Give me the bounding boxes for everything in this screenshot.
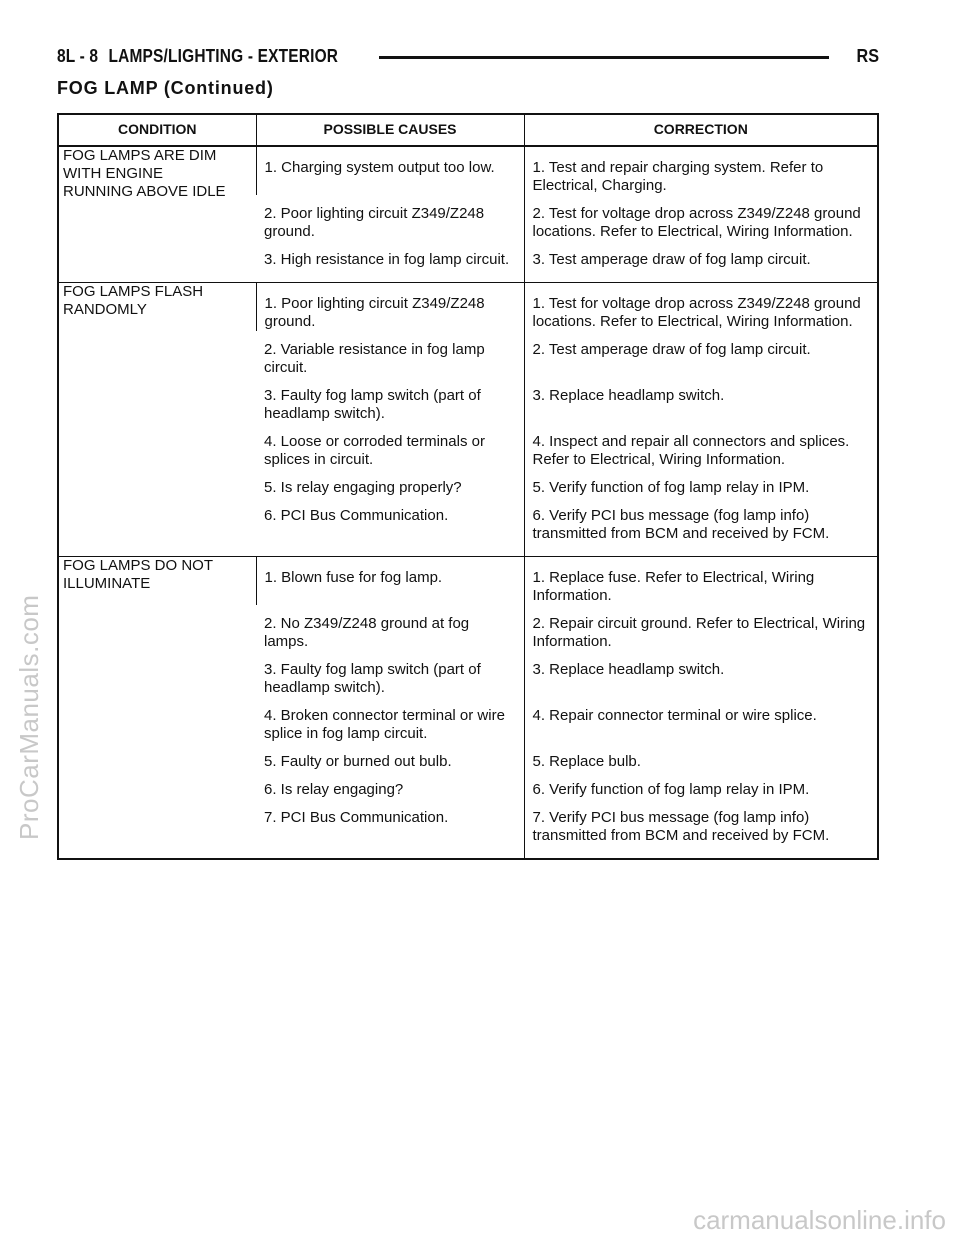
column-header-correction: CORRECTION [524, 114, 878, 146]
model-code: RS [856, 46, 879, 66]
cause-cell: 3. Faulty fog lamp switch (part of headlamp switch). [264, 387, 481, 422]
condition-line: FOG LAMPS ARE DIM [63, 147, 217, 164]
bottom-watermark: carmanualsonline.info [693, 1205, 946, 1235]
table-body [58, 146, 878, 859]
correction-cell: 7. Verify PCI bus message (fog lamp info) transmitted from BCM and received by FCM. [524, 799, 878, 859]
cause-cell: 7. PCI Bus Communication. [264, 809, 449, 826]
correction-cell: 6. Verify PCI bus message (fog lamp info) transmitted from BCM and received by FCM. [524, 497, 878, 557]
correction-cell: 3. Replace headlamp switch. [524, 377, 878, 423]
correction-cell: 4. Repair connector terminal or wire splice. [524, 697, 878, 743]
header-rule [379, 56, 829, 59]
section-code: 8L - 8 [57, 46, 99, 66]
correction-cell: 1. Test for voltage drop across Z349/Z248 ground locations. Refer to Electrical, Wiring Information. [524, 283, 878, 332]
page-header [57, 44, 879, 74]
cause-cell: 6. PCI Bus Communication. [264, 507, 449, 524]
cause-cell: 2. Poor lighting circuit Z349/Z248 ground. [264, 205, 485, 240]
correction-cell: 1. Test and repair charging system. Refer to Electrical, Charging. [524, 146, 878, 195]
cause-cell: 1. Poor lighting circuit Z349/Z248 ground. [256, 283, 524, 332]
condition-cell [58, 283, 256, 557]
section-heading [57, 46, 338, 67]
cause-cell: 2. Variable resistance in fog lamp circuit. [264, 341, 485, 376]
cause-cell: 5. Faulty or burned out bulb. [264, 753, 452, 770]
condition-line: ILLUMINATE [63, 575, 151, 592]
correction-cell: 3. Test amperage draw of fog lamp circuit. [524, 241, 878, 283]
correction-cell: 2. Test amperage draw of fog lamp circuit. [524, 331, 878, 377]
correction-cell: 2. Repair circuit ground. Refer to Electrical, Wiring Information. [524, 605, 878, 651]
cause-cell: 1. Blown fuse for fog lamp. [256, 557, 524, 606]
section-name: LAMPS/LIGHTING - EXTERIOR [108, 46, 339, 66]
column-header-condition: CONDITION [58, 114, 256, 146]
cause-cell: 3. Faulty fog lamp switch (part of headlamp switch). [264, 661, 481, 696]
cause-cell: 3. High resistance in fog lamp circuit. [264, 251, 510, 268]
correction-cell: 1. Replace fuse. Refer to Electrical, Wiring Information. [524, 557, 878, 606]
side-watermark: ProCarManuals.com [14, 594, 44, 840]
table-header-row [58, 114, 878, 146]
cause-cell: 2. No Z349/Z248 ground at fog lamps. [264, 615, 470, 650]
correction-cell: 3. Replace headlamp switch. [524, 651, 878, 697]
correction-cell: 6. Verify function of fog lamp relay in IPM. [524, 771, 878, 799]
condition-line: FOG LAMPS DO NOT [63, 557, 214, 574]
table-row [58, 557, 878, 606]
condition-cell [58, 146, 256, 283]
cause-cell: 6. Is relay engaging? [264, 781, 404, 798]
condition-line: RANDOMLY [63, 301, 147, 318]
condition-line: RUNNING ABOVE IDLE [63, 183, 226, 200]
correction-cell: 5. Replace bulb. [524, 743, 878, 771]
cause-cell: 5. Is relay engaging properly? [264, 479, 462, 496]
condition-line: FOG LAMPS FLASH [63, 283, 204, 300]
condition-line: WITH ENGINE [63, 165, 163, 182]
correction-cell: 2. Test for voltage drop across Z349/Z248 ground locations. Refer to Electrical, Wiring Information. [524, 195, 878, 241]
correction-cell: 4. Inspect and repair all connectors and splices. Refer to Electrical, Wiring Information. [524, 423, 878, 469]
column-header-causes: POSSIBLE CAUSES [256, 114, 524, 146]
cause-cell: 4. Loose or corroded terminals or splices in circuit. [264, 433, 485, 468]
table-row [58, 283, 878, 332]
correction-cell: 5. Verify function of fog lamp relay in IPM. [524, 469, 878, 497]
table-row [58, 146, 878, 195]
condition-cell [58, 557, 256, 860]
cause-cell: 1. Charging system output too low. [256, 146, 524, 195]
diagnosis-table [57, 113, 879, 860]
section-subtitle: FOG LAMP (Continued) [57, 78, 274, 98]
cause-cell: 4. Broken connector terminal or wire splice in fog lamp circuit. [264, 707, 505, 742]
